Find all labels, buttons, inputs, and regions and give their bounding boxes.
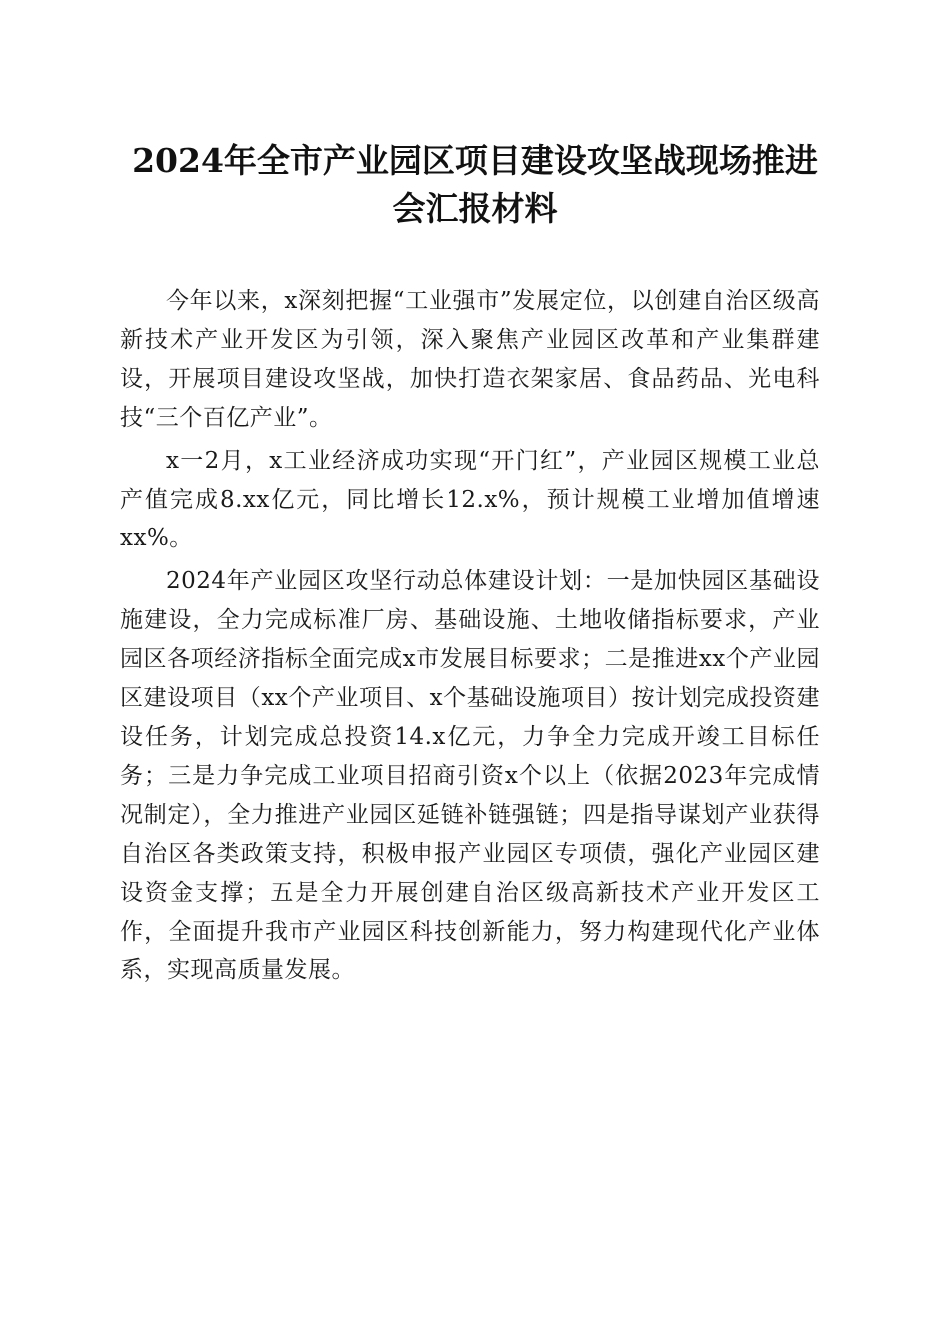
paragraph-economic-results: x一2月，x工业经济成功实现“开门红”，产业园区规模工业总产值完成8.xx亿元，同比增长12.x%，预计规模工业增加值增速xx%。 [120,447,820,552]
paragraph-construction-plan: 2024年产业园区攻坚行动总体建设计划：一是加快园区基础设施建设，全力完成标准厂房、基础设施、土地收储指标要求，产业园区各项经济指标全面完成x市发展目标要求；二是推进xx个产业园区建设项目（xx个产业项目、x个基础设施项目）按计划完成投资建设任务，计划完成总投资14.x亿元，力争全力完成开竣工目标任务；三是力争完成工业项目招商引资x个以上（依据2023年完成情况制定），全力推进产业园区延链补链强链；四是指导谋划产业获得自治区各类政策支持，积极申报产业园区专项债，强化产业园区建设资金支撑；五是全力开展创建自治区级高新技术产业开发区工作，全面提升我市产业园区科技创新能力，努力构建现代化产业体系，实现高质量发展。 [120,568,820,984]
document-title: 2024年全市产业园区项目建设攻坚战现场推进会汇报材料 [132,141,818,228]
document-body [120,282,820,994]
paragraph-intro: 今年以来，x深刻把握“工业强市”发展定位，以创建自治区级高新技术产业开发区为引领，深入聚焦产业园区改革和产业集群建设，开展项目建设攻坚战，加快打造衣架家居、食品药品、光电科技“三个百亿产业”。 [120,288,820,431]
